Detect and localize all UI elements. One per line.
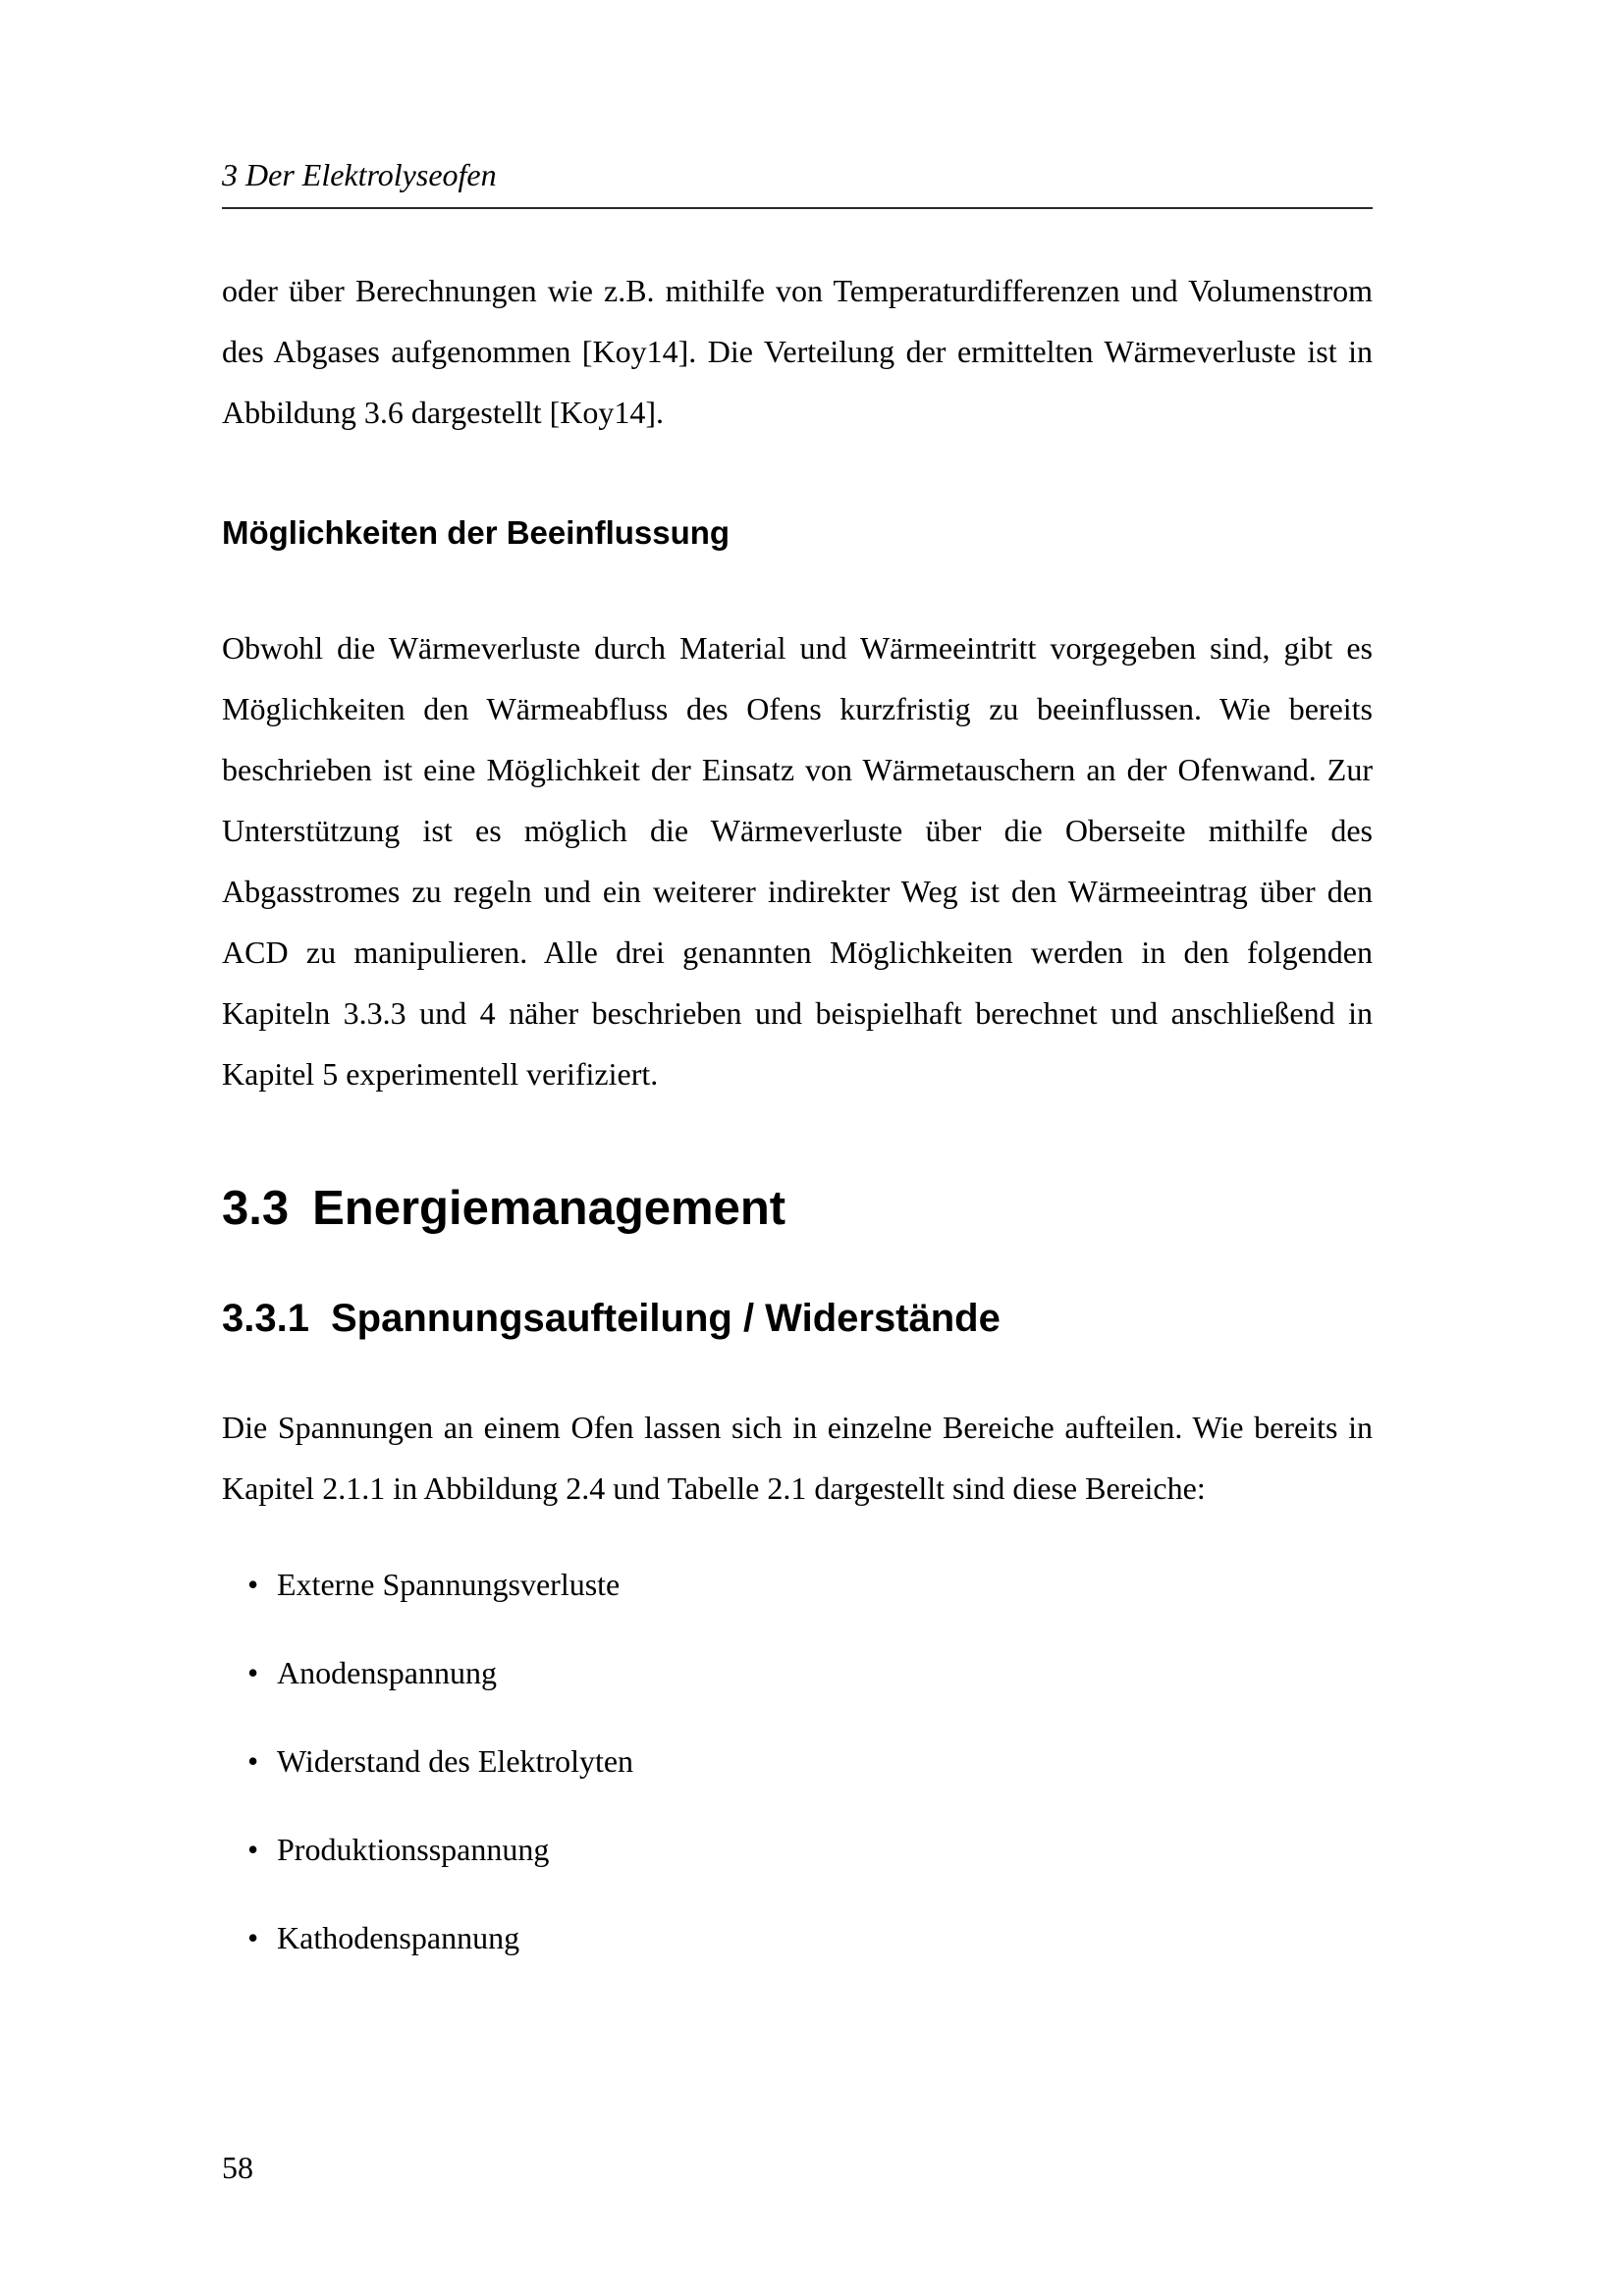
bullet-list [222, 1554, 1373, 1968]
paragraph-beeinflussung: Obwohl die Wärmeverluste durch Material und Wärmeeintritt vorgegeben sind, gibt es Möglichkeiten den Wärmeabfluss des Ofens kurzfristig zu beeinflussen. Wie bereits beschrieben ist eine Möglichkeit der Einsatz von Wärmetauschern an der Ofenwand. Zur Unterstützung ist es möglich die Wärmeverluste über die Oberseite mithilfe des Abgasstromes zu regeln und ein weiterer indirekter Weg ist den Wärmeeintrag über den ACD zu manipulieren. Alle drei genannten Möglichkeiten werden in den folgenden Kapiteln 3.3.3 und 4 näher beschrieben und beispielhaft berechnet und anschließend in Kapitel 5 experimentell verifiziert. [222, 630, 1373, 1092]
section-heading-energiemanagement [222, 1181, 1373, 1236]
subsection-number: 3.3.1 [222, 1297, 309, 1340]
list-item: • Produktionsspannung [277, 1819, 1373, 1880]
running-head: 3 Der Elektrolyseofen [222, 157, 1373, 209]
subsection-title: Spannungsaufteilung / Widerstände [330, 1297, 1001, 1340]
paragraph-spannungen: Die Spannungen an einem Ofen lassen sich in einzelne Bereiche aufteilen. Wie bereits in Kapitel 2.1.1 in Abbildung 2.4 und Tabelle 2.1 dargestellt sind diese Bereiche: [222, 1410, 1373, 1506]
list-item: • Externe Spannungsverluste [277, 1554, 1373, 1615]
subsection-heading-spannungsaufteilung [222, 1295, 1373, 1342]
paragraph-heading-beeinflussung: Möglichkeiten der Beeinflussung [222, 514, 731, 551]
page-number: 58 [222, 2150, 253, 2185]
section-number: 3.3 [222, 1182, 290, 1235]
list-item: • Kathodenspannung [277, 1907, 1373, 1968]
list-item: • Widerstand des Elektrolyten [277, 1731, 1373, 1791]
paragraph-intro: oder über Berechnungen wie z.B. mithilfe von Temperaturdifferenzen und Volumenstrom des Abgases aufgenommen [Koy14]. Die Verteilung der ermittelten Wärmeverluste ist in Abbildung 3.6 dargestellt [Koy14]. [222, 273, 1373, 430]
list-item: • Anodenspannung [277, 1642, 1373, 1703]
section-title: Energiemanagement [312, 1182, 786, 1235]
